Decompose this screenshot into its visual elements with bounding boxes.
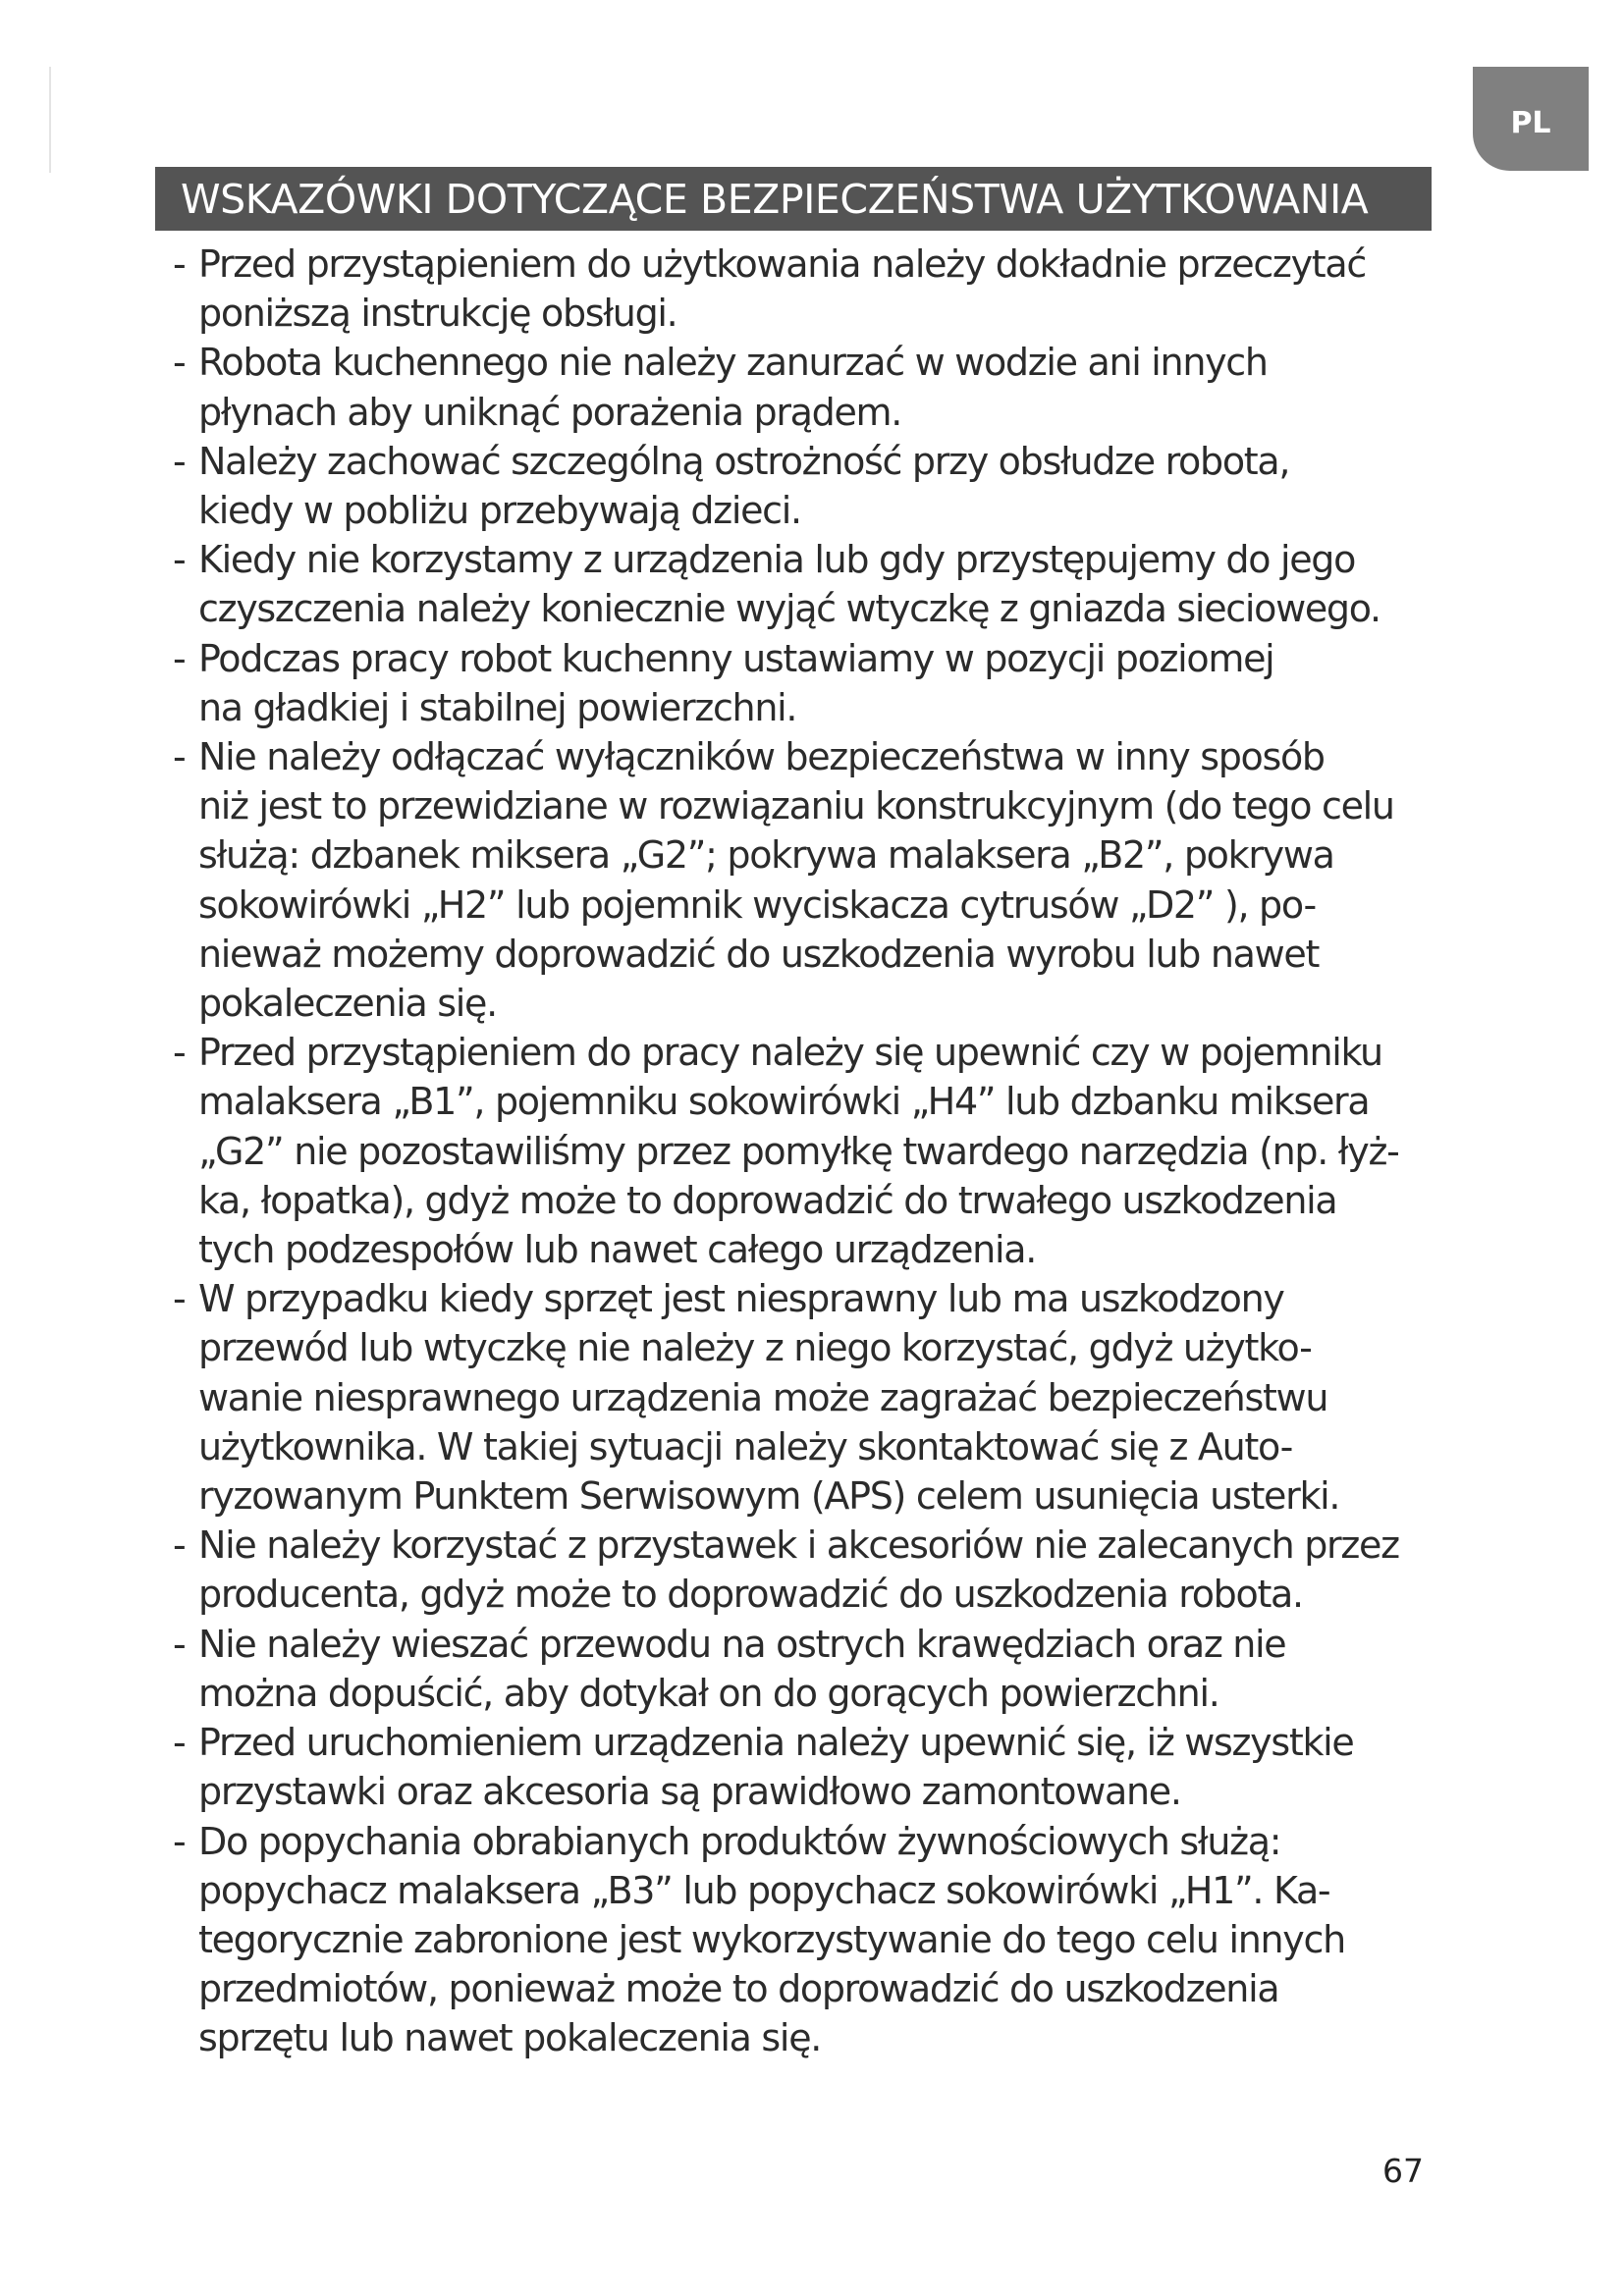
language-tab: PL bbox=[1473, 67, 1589, 171]
rule-text-line: „G2” nie pozostawiliśmy przez pomyłkę twardego narzędzia (np. łyż- bbox=[198, 1129, 1399, 1173]
rule-text-line: pokaleczenia się. bbox=[198, 982, 497, 1026]
bullet-dash: - bbox=[173, 636, 186, 680]
rule-text-line: Nie należy odłączać wyłączników bezpieczeństwa w inny sposób bbox=[198, 735, 1325, 779]
safety-rule bbox=[173, 535, 1469, 633]
rule-text-line: Nie należy korzystać z przystawek i akcesoriów nie zalecanych przez bbox=[198, 1523, 1399, 1568]
safety-rule bbox=[173, 634, 1469, 732]
rule-text-line: Przed przystąpieniem do użytkowania należy dokładnie przeczytać bbox=[198, 242, 1366, 286]
rule-text-line: sprzętu lub nawet pokaleczenia się. bbox=[198, 2016, 822, 2060]
safety-rule bbox=[173, 1620, 1469, 1718]
rule-text-line: W przypadku kiedy sprzęt jest niesprawny lub ma uszkodzony bbox=[198, 1277, 1284, 1321]
rule-text-line: wanie niesprawnego urządzenia może zagrażać bezpieczeństwu bbox=[198, 1375, 1328, 1419]
rule-text-line: płynach aby uniknąć porażenia prądem. bbox=[198, 390, 902, 434]
safety-rule bbox=[173, 1274, 1469, 1521]
safety-rule bbox=[173, 732, 1469, 1028]
rule-text-line: popychacz malaksera „B3” lub popychacz sokowirówki „H1”. Ka- bbox=[198, 1868, 1330, 1912]
rule-text-line: na gładkiej i stabilnej powierzchni. bbox=[198, 685, 797, 729]
section-title: WSKAZÓWKI DOTYCZĄCE BEZPIECZEŃSTWA UŻYTKOWANIA bbox=[155, 167, 1432, 231]
safety-rule bbox=[173, 1718, 1469, 1816]
rule-text-line: Podczas pracy robot kuchenny ustawiamy w pozycji poziomej bbox=[198, 636, 1274, 680]
bullet-dash: - bbox=[173, 1277, 186, 1321]
safety-rule bbox=[173, 1521, 1469, 1619]
bullet-dash: - bbox=[173, 1819, 186, 1863]
bullet-dash: - bbox=[173, 439, 186, 483]
bullet-dash: - bbox=[173, 735, 186, 779]
rule-text-line: kiedy w pobliżu przebywają dzieci. bbox=[198, 489, 801, 533]
rule-text-line: można dopuścić, aby dotykał on do gorących powierzchni. bbox=[198, 1671, 1219, 1715]
bullet-dash: - bbox=[173, 341, 186, 385]
bullet-dash: - bbox=[173, 1523, 186, 1568]
rule-text-line: przystawki oraz akcesoria są prawidłowo zamontowane. bbox=[198, 1770, 1181, 1814]
rule-text-line: służą: dzbanek miksera „G2”; pokrywa malaksera „B2”, pokrywa bbox=[198, 833, 1334, 878]
rule-text-line: sokowirówki „H2” lub pojemnik wyciskacza cytrusów „D2” ), po- bbox=[198, 882, 1316, 927]
bullet-dash: - bbox=[173, 538, 186, 582]
rule-text-line: tegorycznie zabronione jest wykorzystywanie do tego celu innych bbox=[198, 1917, 1345, 1961]
bullet-dash: - bbox=[173, 1721, 186, 1765]
rule-text-line: ryzowanym Punktem Serwisowym (APS) celem usunięcia usterki. bbox=[198, 1474, 1340, 1519]
rule-text-line: przedmiotów, ponieważ może to doprowadzić do uszkodzenia bbox=[198, 1967, 1279, 2011]
rule-text-line: Przed przystąpieniem do pracy należy się upewnić czy w pojemniku bbox=[198, 1031, 1382, 1075]
rule-text-line: Kiedy nie korzystamy z urządzenia lub gdy przystępujemy do jego bbox=[198, 538, 1356, 582]
rule-text-line: ka, łopatka), gdyż może to doprowadzić do trwałego uszkodzenia bbox=[198, 1178, 1337, 1222]
rule-text-line: czyszczenia należy koniecznie wyjąć wtyczkę z gniazda sieciowego. bbox=[198, 587, 1380, 631]
safety-rule bbox=[173, 1817, 1469, 2063]
rule-text-line: przewód lub wtyczkę nie należy z niego korzystać, gdyż użytko- bbox=[198, 1326, 1312, 1370]
safety-rule bbox=[173, 240, 1469, 338]
safety-rule bbox=[173, 437, 1469, 535]
rule-text-line: Należy zachować szczególną ostrożność przy obsłudze robota, bbox=[198, 439, 1290, 483]
rule-text-line: producenta, gdyż może to doprowadzić do uszkodzenia robota. bbox=[198, 1573, 1303, 1617]
rule-text-line: poniższą instrukcję obsługi. bbox=[198, 292, 677, 336]
safety-rules-list bbox=[173, 240, 1469, 2063]
rule-text-line: Przed uruchomieniem urządzenia należy upewnić się, iż wszystkie bbox=[198, 1721, 1354, 1765]
rule-text-line: nieważ możemy doprowadzić do uszkodzenia wyrobu lub nawet bbox=[198, 932, 1320, 976]
rule-text-line: Robota kuchennego nie należy zanurzać w wodzie ani innych bbox=[198, 341, 1268, 385]
rule-text-line: niż jest to przewidziane w rozwiązaniu konstrukcyjnym (do tego celu bbox=[198, 784, 1394, 828]
rule-text-line: tych podzespołów lub nawet całego urządzenia. bbox=[198, 1228, 1036, 1272]
safety-rule bbox=[173, 338, 1469, 436]
rule-text-line: Nie należy wieszać przewodu na ostrych krawędziach oraz nie bbox=[198, 1622, 1286, 1666]
bullet-dash: - bbox=[173, 1622, 186, 1666]
page-number: 67 bbox=[1382, 2152, 1424, 2190]
safety-rule bbox=[173, 1028, 1469, 1274]
rule-text-line: Do popychania obrabianych produktów żywnościowych służą: bbox=[198, 1819, 1281, 1863]
margin-rule bbox=[49, 67, 51, 173]
bullet-dash: - bbox=[173, 1031, 186, 1075]
rule-text-line: użytkownika. W takiej sytuacji należy skontaktować się z Auto- bbox=[198, 1424, 1293, 1468]
bullet-dash: - bbox=[173, 242, 186, 286]
rule-text-line: malaksera „B1”, pojemniku sokowirówki „H4” lub dzbanku miksera bbox=[198, 1080, 1370, 1124]
